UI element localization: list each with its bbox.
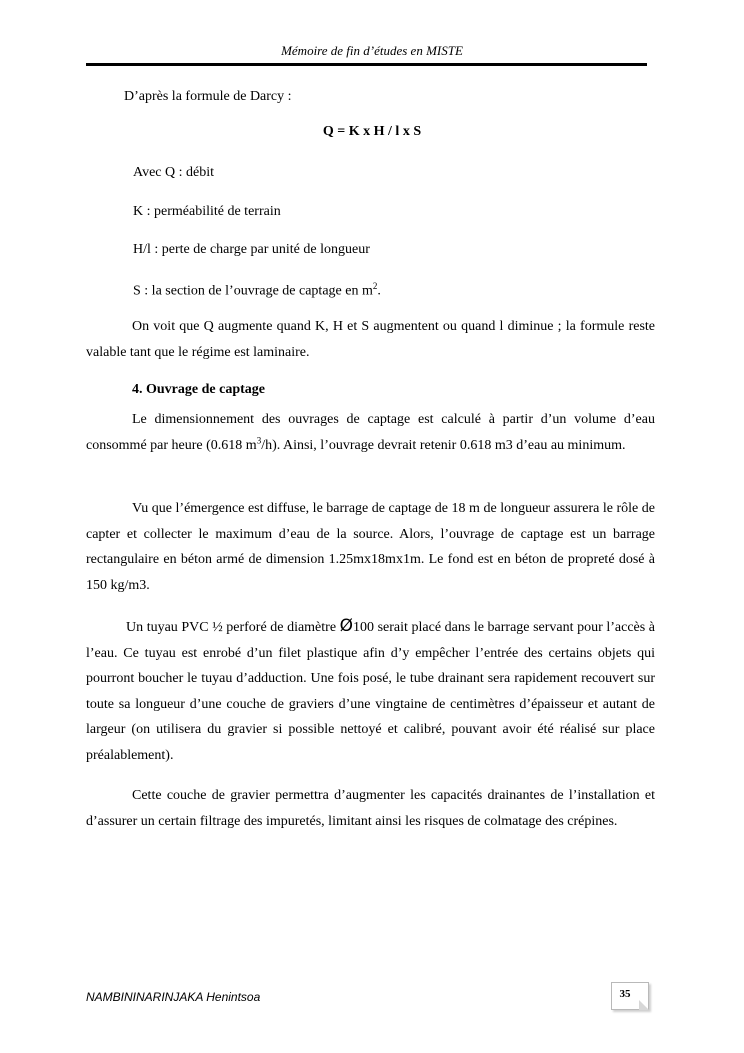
paragraph-dimensionnement bbox=[86, 407, 655, 458]
header-rule bbox=[86, 63, 647, 66]
diameter-symbol: Ø bbox=[339, 616, 354, 636]
page-fold-corner bbox=[639, 1000, 649, 1010]
intro-line: D’après la formule de Darcy : bbox=[124, 89, 292, 104]
paragraph-emergence bbox=[86, 496, 655, 598]
darcy-formula: Q = K x H / l x S bbox=[322, 124, 422, 139]
paragraph-tuyau-pvc bbox=[86, 614, 655, 768]
definition-s-exponent: 2 bbox=[372, 281, 378, 291]
definition-k: K : perméabilité de terrain bbox=[133, 204, 281, 219]
footer-author: NAMBININARINJAKA Henintsoa bbox=[86, 990, 261, 1004]
definition-q: Avec Q : débit bbox=[133, 165, 214, 180]
paragraph-couche-gravier bbox=[86, 783, 655, 834]
paragraph-tuyau-pvc-text1: Un tuyau PVC ½ perforé de diamètre bbox=[126, 620, 340, 635]
page-number-box bbox=[611, 982, 649, 1010]
paragraph-couche-gravier-text: Cette couche de gravier permettra d’augmenter les capacités drainantes de l’installation et d’assurer un certain filtrage des impuretés, limitant ainsi les risques de colmatage des crépines. bbox=[86, 788, 655, 829]
definition-s-text: S : la section de l’ouvrage de captage en m bbox=[133, 283, 373, 299]
page-number: 35 bbox=[619, 988, 631, 1000]
paragraph-dimensionnement-exponent: 3 bbox=[256, 434, 262, 445]
definition-s bbox=[133, 281, 381, 300]
paragraph-q-variation bbox=[86, 314, 655, 365]
paragraph-q-variation-text: On voit que Q augmente quand K, H et S augmentent ou quand l diminue ; la formule reste valable tant que le régime est laminaire. bbox=[86, 319, 655, 360]
definition-s-end: . bbox=[377, 283, 381, 299]
page-header-title: Mémoire de fin d’études en MISTE bbox=[281, 43, 463, 58]
paragraph-dimensionnement-text2: /h). Ainsi, l’ouvrage devrait retenir 0.618 m3 d’eau au minimum. bbox=[261, 437, 626, 453]
paragraph-tuyau-pvc-text2: 100 serait placé dans le barrage servant pour l’accès à l’eau. Ce tuyau est enrobé d’un filet plastique afin d’y empêcher l’entrée des certains objets qui pourront boucher le tuyau d’adduction. Une fois posé, le tube drainant sera rapidement recouvert sur toute sa longueur d’une couche de graviers d’une vingtaine de centimètres d’épaisseur et autant de largeur (on utilisera du gravier si possible nettoyé et calibré, pouvant avoir été réalisé sur place préalablement). bbox=[86, 620, 655, 763]
paragraph-dimensionnement-text1: Le dimensionnement des ouvrages de captage est calculé à partir d’un volume d’eau consommé par heure (0.618 m bbox=[86, 412, 655, 453]
paragraph-emergence-text: Vu que l’émergence est diffuse, le barrage de captage de 18 m de longueur assurera le rôle de capter et collecter le maximum d’eau de la source. Alors, l’ouvrage de captage est un barrage rectangulaire en béton armé de dimension 1.25mx18mx1m. Le fond est en béton de propreté dosé à 150 kg/m3. bbox=[86, 501, 655, 593]
definition-hl: H/l : perte de charge par unité de longueur bbox=[133, 242, 370, 257]
section-heading-ouvrage-captage: 4. Ouvrage de captage bbox=[132, 382, 265, 397]
